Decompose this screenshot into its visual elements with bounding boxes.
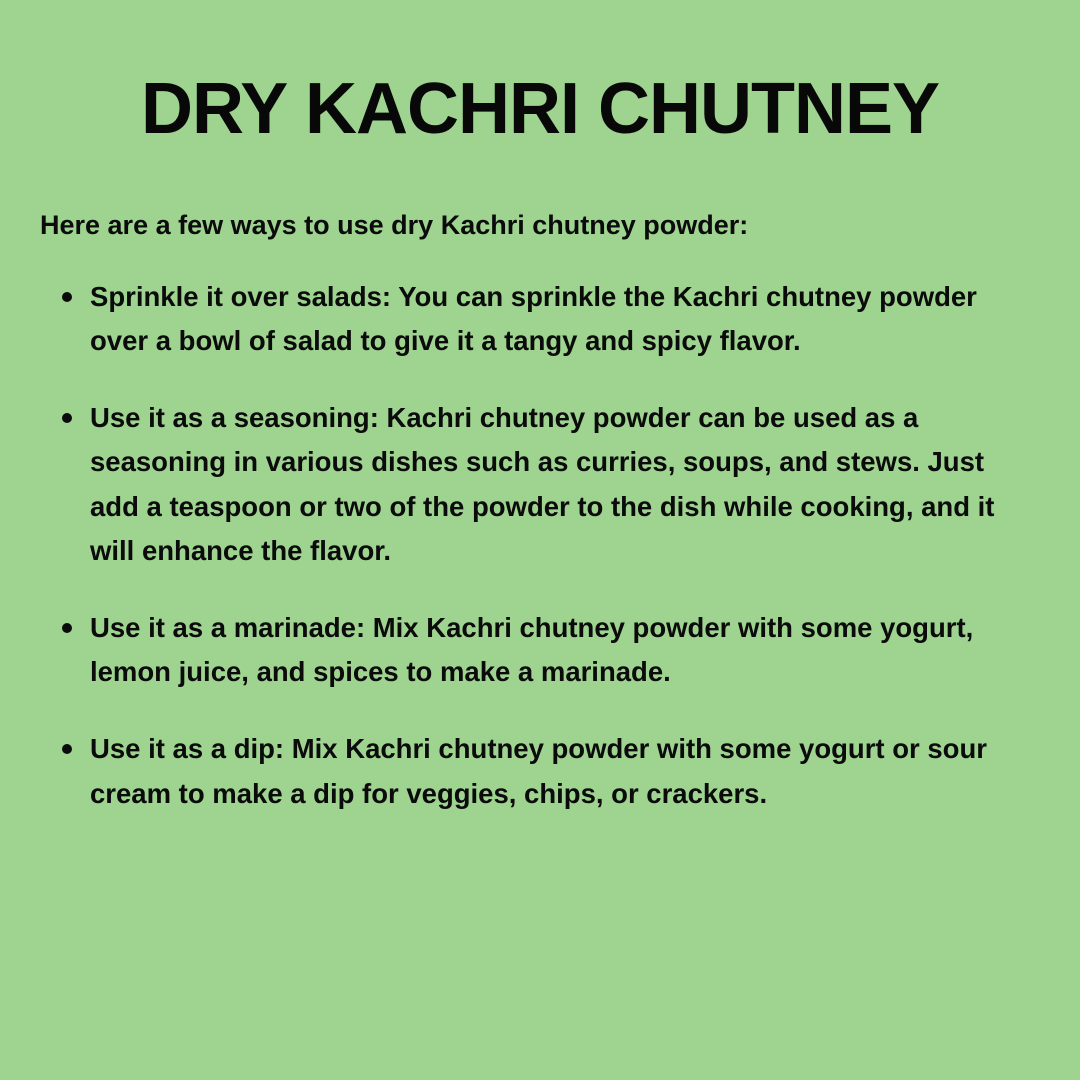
usage-tips-list xyxy=(40,275,1040,816)
list-item-text: Sprinkle it over salads: You can sprinkle the Kachri chutney powder over a bowl of salad to give it a tangy and spicy flavor. xyxy=(90,280,977,357)
bullet-icon xyxy=(62,744,72,754)
list-item xyxy=(40,727,1040,816)
list-item xyxy=(40,396,1040,574)
bullet-icon xyxy=(62,413,72,423)
list-item-text: Use it as a dip: Mix Kachri chutney powder with some yogurt or sour cream to make a dip for veggies, chips, or crackers. xyxy=(90,732,987,809)
bullet-icon xyxy=(62,292,72,302)
list-item-text: Use it as a marinade: Mix Kachri chutney powder with some yogurt, lemon juice, and spices to make a marinade. xyxy=(90,611,974,688)
list-item xyxy=(40,275,1040,364)
intro-text: Here are a few ways to use dry Kachri chutney powder: xyxy=(40,209,749,240)
list-item-text: Use it as a seasoning: Kachri chutney powder can be used as a seasoning in various dishes such as curries, soups, and stews. Just add a teaspoon or two of the powder to the dish while cooking, and it will enhance the flavor. xyxy=(90,401,995,567)
bullet-icon xyxy=(62,623,72,633)
list-item xyxy=(40,606,1040,695)
page-title: DRY KACHRI CHUTNEY xyxy=(140,69,940,149)
